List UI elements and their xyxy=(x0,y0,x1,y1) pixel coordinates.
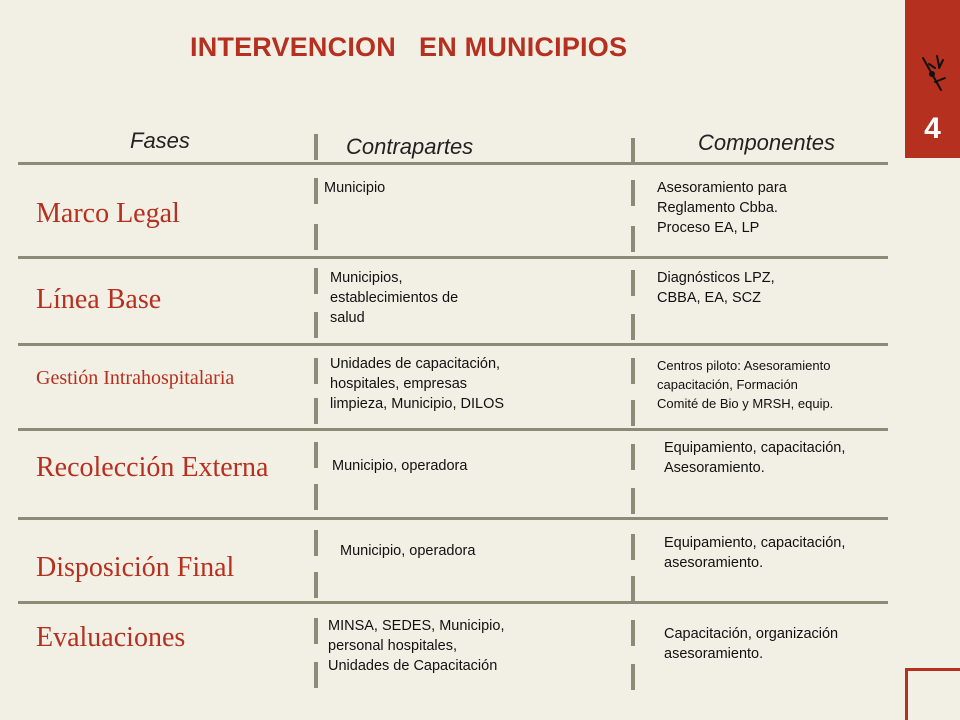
contrapartes-gestion-intrahospitalaria: Unidades de capacitación, hospitales, empresas limpieza, Municipio, DILOS xyxy=(330,356,505,412)
contrapartes-marco-legal: Municipio xyxy=(324,180,386,196)
column-separator xyxy=(631,314,635,340)
column-separator xyxy=(631,138,635,164)
header-componentes: Componentes xyxy=(698,130,835,155)
header-fases: Fases xyxy=(130,128,190,153)
column-separator xyxy=(314,398,318,424)
column-separator xyxy=(631,400,635,426)
phase-marco-legal: Marco Legal xyxy=(36,198,180,229)
componentes-gestion-intrahospitalaria: Centros piloto: Asesoramiento capacitación, Formación Comité de Bio y MRSH, equip. xyxy=(657,358,834,411)
crest-icon xyxy=(917,52,949,98)
column-separator xyxy=(314,572,318,598)
phase-gestion-intrahospitalaria: Gestión Intrahospitalaria xyxy=(36,367,235,389)
column-separator xyxy=(631,444,635,470)
column-separator xyxy=(314,134,318,160)
column-separator xyxy=(314,224,318,250)
column-separator xyxy=(631,664,635,690)
componentes-linea-base: Diagnósticos LPZ, CBBA, EA, SCZ xyxy=(657,270,775,306)
componentes-recoleccion-externa: Equipamiento, capacitación, Asesoramiento. xyxy=(664,440,846,476)
row-divider xyxy=(18,517,888,520)
phase-linea-base: Línea Base xyxy=(36,284,162,315)
componentes-disposicion-final: Equipamiento, capacitación, asesoramiento. xyxy=(664,535,846,571)
page-title: INTERVENCION EN MUNICIPIOS xyxy=(190,32,628,62)
phase-evaluaciones: Evaluaciones xyxy=(36,622,186,653)
column-separator xyxy=(314,268,318,294)
componentes-evaluaciones: Capacitación, organización asesoramiento. xyxy=(664,626,839,662)
phase-recoleccion-externa: Recolección Externa xyxy=(36,452,269,483)
componentes-marco-legal: Asesoramiento para Reglamento Cbba. Proceso EA, LP xyxy=(657,180,787,236)
corner-frame-horizontal xyxy=(905,668,960,671)
column-separator xyxy=(631,488,635,514)
column-separator xyxy=(631,576,635,602)
phase-disposicion-final: Disposición Final xyxy=(36,552,235,583)
corner-frame-vertical xyxy=(905,668,908,720)
column-separator xyxy=(314,484,318,510)
column-separator xyxy=(631,226,635,252)
row-divider xyxy=(18,601,888,604)
side-panel xyxy=(905,0,960,158)
row-divider xyxy=(18,162,888,165)
column-separator xyxy=(314,530,318,556)
column-separator xyxy=(314,618,318,644)
header-contrapartes: Contrapartes xyxy=(346,134,474,159)
column-separator xyxy=(314,312,318,338)
contrapartes-disposicion-final: Municipio, operadora xyxy=(340,543,476,559)
column-separator xyxy=(314,358,318,384)
column-separator xyxy=(314,178,318,204)
contrapartes-linea-base: Municipios, establecimientos de salud xyxy=(330,270,459,326)
row-divider xyxy=(18,343,888,346)
row-divider xyxy=(18,256,888,259)
slide-number: 4 xyxy=(924,112,941,145)
column-separator xyxy=(314,442,318,468)
column-separator xyxy=(631,358,635,384)
column-separator xyxy=(314,662,318,688)
contrapartes-evaluaciones: MINSA, SEDES, Municipio, personal hospitales, Unidades de Capacitación xyxy=(328,618,505,674)
column-separator xyxy=(631,620,635,646)
contrapartes-recoleccion-externa: Municipio, operadora xyxy=(332,458,468,474)
column-separator xyxy=(631,180,635,206)
column-separator xyxy=(631,270,635,296)
column-separator xyxy=(631,534,635,560)
row-divider xyxy=(18,428,888,431)
